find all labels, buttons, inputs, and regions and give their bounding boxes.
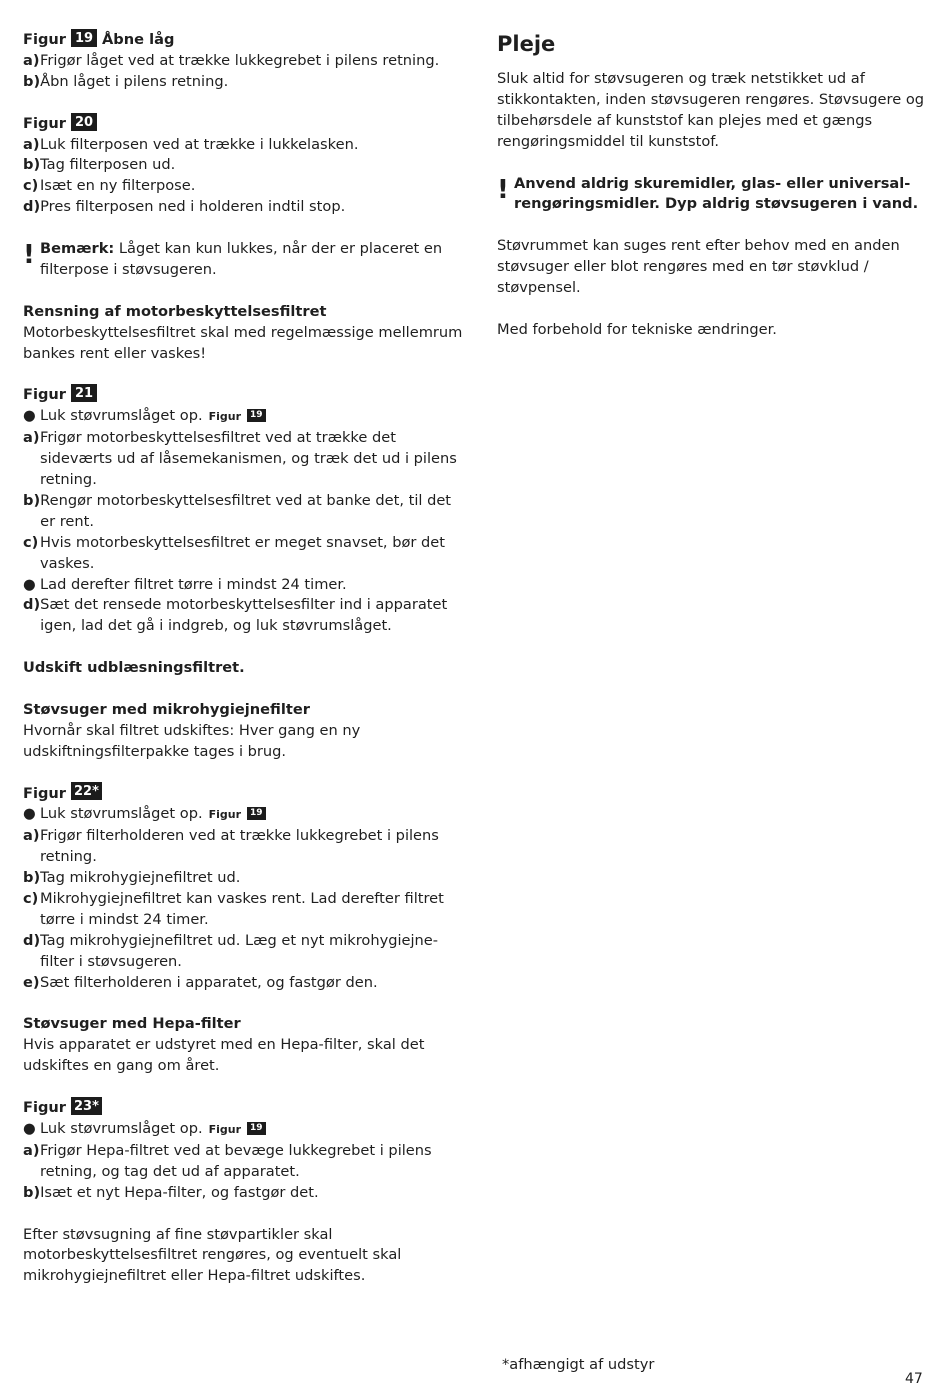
page-number: 47 bbox=[905, 1371, 923, 1387]
step-text: Frigør Hepa-filtret ved at bevæge lukkegrebet i pilens retning, og tag det ud af apparatet. bbox=[40, 1141, 432, 1180]
step-item bbox=[23, 1141, 463, 1183]
step-item bbox=[23, 491, 463, 533]
exclamation-icon: ! bbox=[497, 174, 509, 205]
step-text: Frigør filterholderen ved at trække lukkegrebet i pilens retning. bbox=[40, 827, 439, 866]
figure-title: Åbne låg bbox=[102, 31, 175, 48]
step-text: Tag mikrohygiejnefiltret ud. Læg et nyt mikrohygiejne-filter i støvsugeren. bbox=[40, 931, 439, 970]
note-box bbox=[23, 239, 463, 281]
step-text: Rengør motorbeskyttelsesfiltret ved at banke det, til det er rent. bbox=[40, 491, 452, 530]
step-item bbox=[23, 826, 463, 868]
step-text: Tag mikrohygiejnefiltret ud. bbox=[40, 869, 241, 887]
exclamation-icon: ! bbox=[23, 240, 35, 271]
warning-box bbox=[497, 174, 927, 216]
bullet-icon: ● bbox=[23, 1119, 36, 1137]
bullet-icon: ● bbox=[23, 575, 36, 593]
step-text: Åbn låget i pilens retning. bbox=[40, 72, 229, 90]
step-label: a) bbox=[23, 827, 40, 845]
figure-22-steps bbox=[23, 826, 463, 993]
step-label: b) bbox=[23, 491, 41, 509]
step-text: Isæt et nyt Hepa-filter, og fastgør det. bbox=[40, 1183, 319, 1201]
bullet-item: ● Luk støvrumslåget op. Figur 19 bbox=[23, 804, 463, 826]
step-text: Tag filterposen ud. bbox=[40, 156, 176, 174]
warning-text: Anvend aldrig skuremidler, glas- eller universal-rengøringsmidler. Dyp aldrig støvsugeren i vand. bbox=[514, 174, 919, 213]
section-heading: Støvsuger med Hepa-filter bbox=[23, 1015, 241, 1033]
step-item bbox=[23, 889, 463, 931]
figure-label: Figur bbox=[23, 386, 67, 404]
step-label: a) bbox=[23, 1141, 40, 1159]
paragraph: Med forbehold for tekniske ændringer. bbox=[497, 320, 777, 338]
paragraph: Støvrummet kan suges rent efter behov med en anden støvsuger eller blot rengøres med en tør støvklud / støvpensel. bbox=[497, 237, 900, 297]
left-column bbox=[23, 30, 463, 1287]
step-label: a) bbox=[23, 51, 40, 69]
bullet-item: ● Luk støvrumslåget op. Figur 19 bbox=[23, 1119, 463, 1141]
figure-23-steps bbox=[23, 1141, 463, 1204]
step-label: d) bbox=[23, 198, 41, 216]
right-column bbox=[497, 30, 927, 341]
paragraph: Hvornår skal filtret udskiftes: Hver gang en ny udskiftningsfilterpakke tages i brug. bbox=[23, 721, 361, 760]
step-item bbox=[23, 533, 463, 575]
figure-reference: Figur 19 bbox=[209, 808, 266, 821]
step-text: Frigør låget ved at trække lukkegrebet i pilens retning. bbox=[40, 51, 440, 69]
figure-23-heading bbox=[23, 1098, 463, 1119]
footnote: *afhængigt af udstyr bbox=[502, 1356, 655, 1373]
bullet-item: ● Luk støvrumslåget op. Figur 19 bbox=[23, 406, 463, 428]
step-text: Sæt filterholderen i apparatet, og fastgør den. bbox=[40, 973, 378, 991]
figure-label: Figur bbox=[23, 31, 67, 48]
step-label: e) bbox=[23, 973, 40, 991]
paragraph: Efter støvsugning af fine støvpartikler skal motorbeskyttelsesfiltret rengøres, og eventuelt skal mikrohygiejnefiltret eller Hepa-filtret udskiftes. bbox=[23, 1225, 402, 1285]
figure-21-heading bbox=[23, 385, 463, 406]
figure-number-badge: 20 bbox=[71, 113, 97, 131]
step-label: c) bbox=[23, 177, 39, 195]
bullet-icon: ● bbox=[23, 407, 36, 425]
step-item bbox=[23, 931, 463, 973]
figure-reference: Figur 19 bbox=[209, 1123, 266, 1136]
step-item bbox=[23, 973, 463, 994]
figure-19-heading bbox=[23, 30, 463, 51]
figure-label: Figur bbox=[23, 784, 67, 802]
bullet-item: ● Lad derefter filtret tørre i mindst 24 timer. bbox=[23, 575, 463, 596]
section-heading: Udskift udblæsningsfiltret. bbox=[23, 659, 245, 677]
page-title: Pleje bbox=[497, 32, 556, 56]
figure-22-heading bbox=[23, 784, 463, 805]
step-label: c) bbox=[23, 890, 39, 908]
step-item bbox=[23, 197, 463, 218]
step-label: b) bbox=[23, 1183, 41, 1201]
note-text: Bemærk: Låget kan kun lukkes, når der er placeret en filterpose i støvsugeren. bbox=[40, 240, 443, 278]
step-label: b) bbox=[23, 156, 41, 174]
figure-number-badge: 19 bbox=[71, 29, 97, 47]
section-heading: Støvsuger med mikrohygiejnefilter bbox=[23, 700, 310, 718]
paragraph: Sluk altid for støvsugeren og træk netstikket ud af stikkontakten, inden støvsugeren rengøres. Støvsugere og tilbehørsdele af kunststof kan plejes med et gængs rengøringsmiddel til kunststof. bbox=[497, 70, 925, 150]
step-text: Luk filterposen ved at trække i lukkelasken. bbox=[40, 135, 359, 153]
step-item: d) Sæt det rensede motorbeskyttelsesfilter ind i apparatet igen, lad det gå i indgreb, og luk støvrumslåget. bbox=[23, 596, 448, 635]
step-label: b) bbox=[23, 72, 41, 90]
step-item bbox=[23, 868, 463, 889]
step-text: Pres filterposen ned i holderen indtil stop. bbox=[40, 198, 346, 216]
paragraph: Motorbeskyttelsesfiltret skal med regelmæssige mellemrum bankes rent eller vaskes! bbox=[23, 323, 463, 362]
step-text: Hvis motorbeskyttelsesfiltret er meget snavset, bør det vaskes. bbox=[40, 533, 445, 572]
step-item bbox=[23, 72, 463, 93]
figure-19-steps bbox=[23, 51, 463, 93]
step-label: a) bbox=[23, 135, 40, 153]
step-item bbox=[23, 51, 463, 72]
step-text: Mikrohygiejnefiltret kan vaskes rent. Lad derefter filtret tørre i mindst 24 timer. bbox=[40, 890, 444, 928]
figure-number-badge: 21 bbox=[71, 384, 97, 402]
step-item bbox=[23, 135, 463, 156]
paragraph: Hvis apparatet er udstyret med en Hepa-filter, skal det udskiftes en gang om året. bbox=[23, 1036, 425, 1075]
figure-number-badge: 23* bbox=[71, 1097, 102, 1115]
step-item bbox=[23, 428, 463, 491]
figure-number-badge: 22* bbox=[71, 782, 102, 800]
step-text: Isæt en ny filterpose. bbox=[40, 177, 196, 195]
figure-21-steps bbox=[23, 428, 463, 574]
step-text: Frigør motorbeskyttelsesfiltret ved at trække det sideværts ud af låsemekanismen, og træk det ud i pilens retning. bbox=[40, 429, 457, 488]
step-label: c) bbox=[23, 533, 39, 551]
bullet-icon: ● bbox=[23, 805, 36, 823]
step-label: b) bbox=[23, 869, 41, 887]
step-item bbox=[23, 155, 463, 176]
step-item bbox=[23, 1183, 463, 1204]
step-label: d) bbox=[23, 931, 41, 949]
figure-label: Figur bbox=[23, 114, 67, 132]
step-label: a) bbox=[23, 429, 40, 447]
step-item bbox=[23, 176, 463, 197]
figure-label: Figur bbox=[23, 1099, 67, 1117]
figure-20-steps bbox=[23, 135, 463, 219]
section-heading: Rensning af motorbeskyttelsesfiltret bbox=[23, 302, 327, 320]
figure-reference: Figur 19 bbox=[209, 410, 266, 423]
figure-20-heading bbox=[23, 114, 463, 135]
